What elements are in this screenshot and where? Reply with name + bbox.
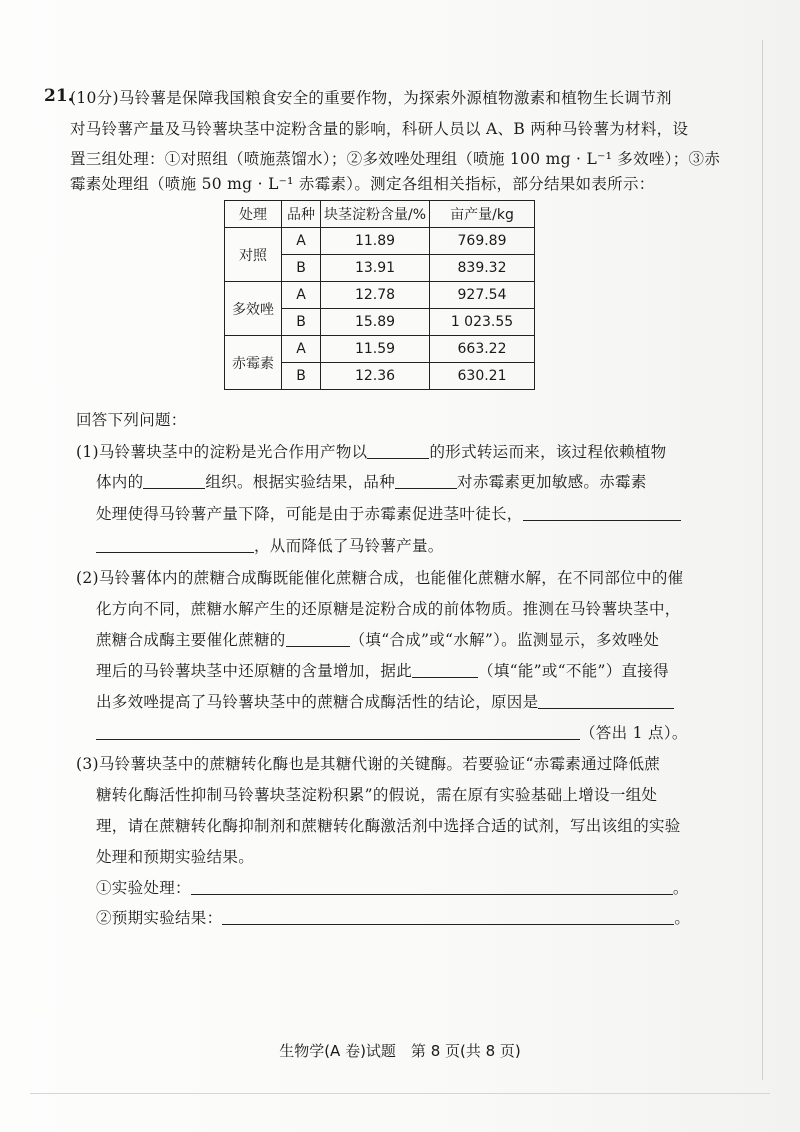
- part1-text: 组织。根据实验结果，品种: [205, 473, 396, 491]
- answer-blank-8[interactable]: [191, 879, 673, 896]
- table-cell: 12.36: [321, 363, 430, 390]
- page-edge-line: [762, 40, 763, 1080]
- answer-blank-3[interactable]: [395, 473, 457, 490]
- table-cell: A: [282, 282, 321, 309]
- table-cell: 11.59: [321, 336, 430, 363]
- part1-text: ，从而降低了马铃薯产量。: [254, 537, 444, 555]
- part1-line-3: [96, 502, 681, 524]
- table-row: [225, 282, 535, 309]
- part2-line-5: [96, 690, 674, 712]
- part3-item-2: [96, 906, 690, 928]
- table-header: 块茎淀粉含量/%: [321, 201, 430, 228]
- question-number: 21.: [44, 86, 74, 106]
- table-header-row: [225, 201, 535, 228]
- table-cell: 1 023.55: [430, 309, 535, 336]
- part2-text: 蔗糖合成酶主要催化蔗糖的: [96, 631, 286, 649]
- question-score: (10分): [70, 89, 119, 107]
- part2-line-6: [96, 721, 688, 743]
- table-cell: 11.89: [321, 228, 430, 255]
- answer-blank-4[interactable]: [523, 505, 681, 522]
- part1-text: 体内的: [96, 473, 144, 491]
- part3-text: 。: [674, 909, 691, 927]
- part3-text: ②预期实验结果：: [96, 909, 223, 927]
- table-cell: 13.91: [321, 255, 430, 282]
- part1-line-2: [96, 470, 647, 492]
- table-cell: A: [282, 228, 321, 255]
- table-cell: B: [282, 363, 321, 390]
- part3-line-4: 处理和预期实验结果。: [96, 848, 255, 866]
- table-header: 品种: [282, 201, 321, 228]
- table-cell: A: [282, 336, 321, 363]
- part2-text: 出多效唑提高了马铃薯块茎中的蔗糖合成酶活性的结论，原因是: [96, 693, 539, 711]
- part3-line-2: 糖转化酶活性抑制马铃薯块茎淀粉积累”的假说，需在原有实验基础上增设一组处: [96, 786, 658, 804]
- part2-line-4: [96, 659, 669, 681]
- part3-text: ①实验处理：: [96, 879, 191, 897]
- answer-blank-4-cont[interactable]: [96, 537, 254, 554]
- intro-text-1: 马铃薯是保障我国粮食安全的重要作物，为探索外源植物激素和植物生长调节剂: [118, 89, 672, 107]
- part2-text: 理后的马铃薯块茎中还原糖的含量增加，据此: [96, 662, 413, 680]
- question-intro-line-4: 霉素处理组（喷施 50 mg · L⁻¹ 赤霉素）。测定各组相关指标，部分结果如表所示：: [70, 175, 655, 193]
- table-cell: 12.78: [321, 282, 430, 309]
- part1-line-4: [96, 534, 444, 556]
- table-cell: 630.21: [430, 363, 535, 390]
- table-cell: B: [282, 255, 321, 282]
- answer-blank-9[interactable]: [222, 909, 674, 926]
- part3-line-1: (3)马铃薯块茎中的蔗糖转化酶也是其糖代谢的关键酶。若要验证“赤霉素通过降低蔗: [76, 755, 661, 773]
- table-cell: 927.54: [430, 282, 535, 309]
- table-header: 亩产量/kg: [430, 201, 535, 228]
- page-bottom-line: [30, 1093, 770, 1094]
- table-cell: B: [282, 309, 321, 336]
- answer-blank-5[interactable]: [286, 631, 350, 648]
- table-row: [225, 228, 535, 255]
- part3-line-3: 理，请在蔗糖转化酶抑制剂和蔗糖转化酶激活剂中选择合适的试剂，写出该组的实验: [96, 817, 681, 835]
- part2-line-2: 化方向不同，蔗糖水解产生的还原糖是淀粉合成的前体物质。推测在马铃薯块茎中，: [96, 600, 681, 618]
- part1-text: 的形式转运而来，该过程依赖植物: [429, 443, 667, 461]
- table-group-cell: 赤霉素: [225, 336, 282, 390]
- part1-text: 处理使得马铃薯产量下降，可能是由于赤霉素促进茎叶徒长，: [96, 505, 523, 523]
- question-intro-line-1: [70, 86, 672, 108]
- part2-line-3: [96, 628, 659, 650]
- table-cell: 839.32: [430, 255, 535, 282]
- answer-blank-6[interactable]: [412, 662, 478, 679]
- table-cell: 663.22: [430, 336, 535, 363]
- table-cell: 15.89: [321, 309, 430, 336]
- page-footer: 生物学(A 卷)试题 第 8 页(共 8 页): [279, 1042, 521, 1060]
- part2-text: （答出 1 点）。: [580, 724, 688, 742]
- results-table: [224, 200, 535, 390]
- part2-line-1: (2)马铃薯体内的蔗糖合成酶既能催化蔗糖合成，也能催化蔗糖水解，在不同部位中的催: [76, 569, 684, 587]
- question-intro-line-2: 对马铃薯产量及马铃薯块茎中淀粉含量的影响，科研人员以 A、B 两种马铃薯为材料，设: [70, 120, 689, 138]
- answer-blank-1[interactable]: [367, 443, 429, 460]
- part1-text: (1)马铃薯块茎中的淀粉是光合作用产物以: [76, 443, 368, 461]
- table-row: [225, 336, 535, 363]
- part1-text: 对赤霉素更加敏感。赤霉素: [457, 473, 647, 491]
- part1-line-1: [76, 440, 666, 462]
- table-group-cell: 多效唑: [225, 282, 282, 336]
- question-intro-line-3: 置三组处理：①对照组（喷施蒸馏水）；②多效唑处理组（喷施 100 mg · L⁻¹ 多效唑）；③赤: [70, 150, 721, 168]
- table-group-cell: 对照: [225, 228, 282, 282]
- answer-blank-2[interactable]: [143, 473, 205, 490]
- answer-blank-7-cont[interactable]: [96, 724, 580, 741]
- table-cell: 769.89: [430, 228, 535, 255]
- answer-prompt: 回答下列问题：: [76, 411, 187, 429]
- answer-blank-7[interactable]: [538, 693, 674, 710]
- part2-text: （填“合成”或“水解”）。监测显示，多效唑处: [349, 631, 660, 649]
- table-header: 处理: [225, 201, 282, 228]
- part2-text: （填“能”或“不能”）直接得: [478, 662, 669, 680]
- part3-item-1: [96, 876, 689, 898]
- part3-text: 。: [672, 879, 689, 897]
